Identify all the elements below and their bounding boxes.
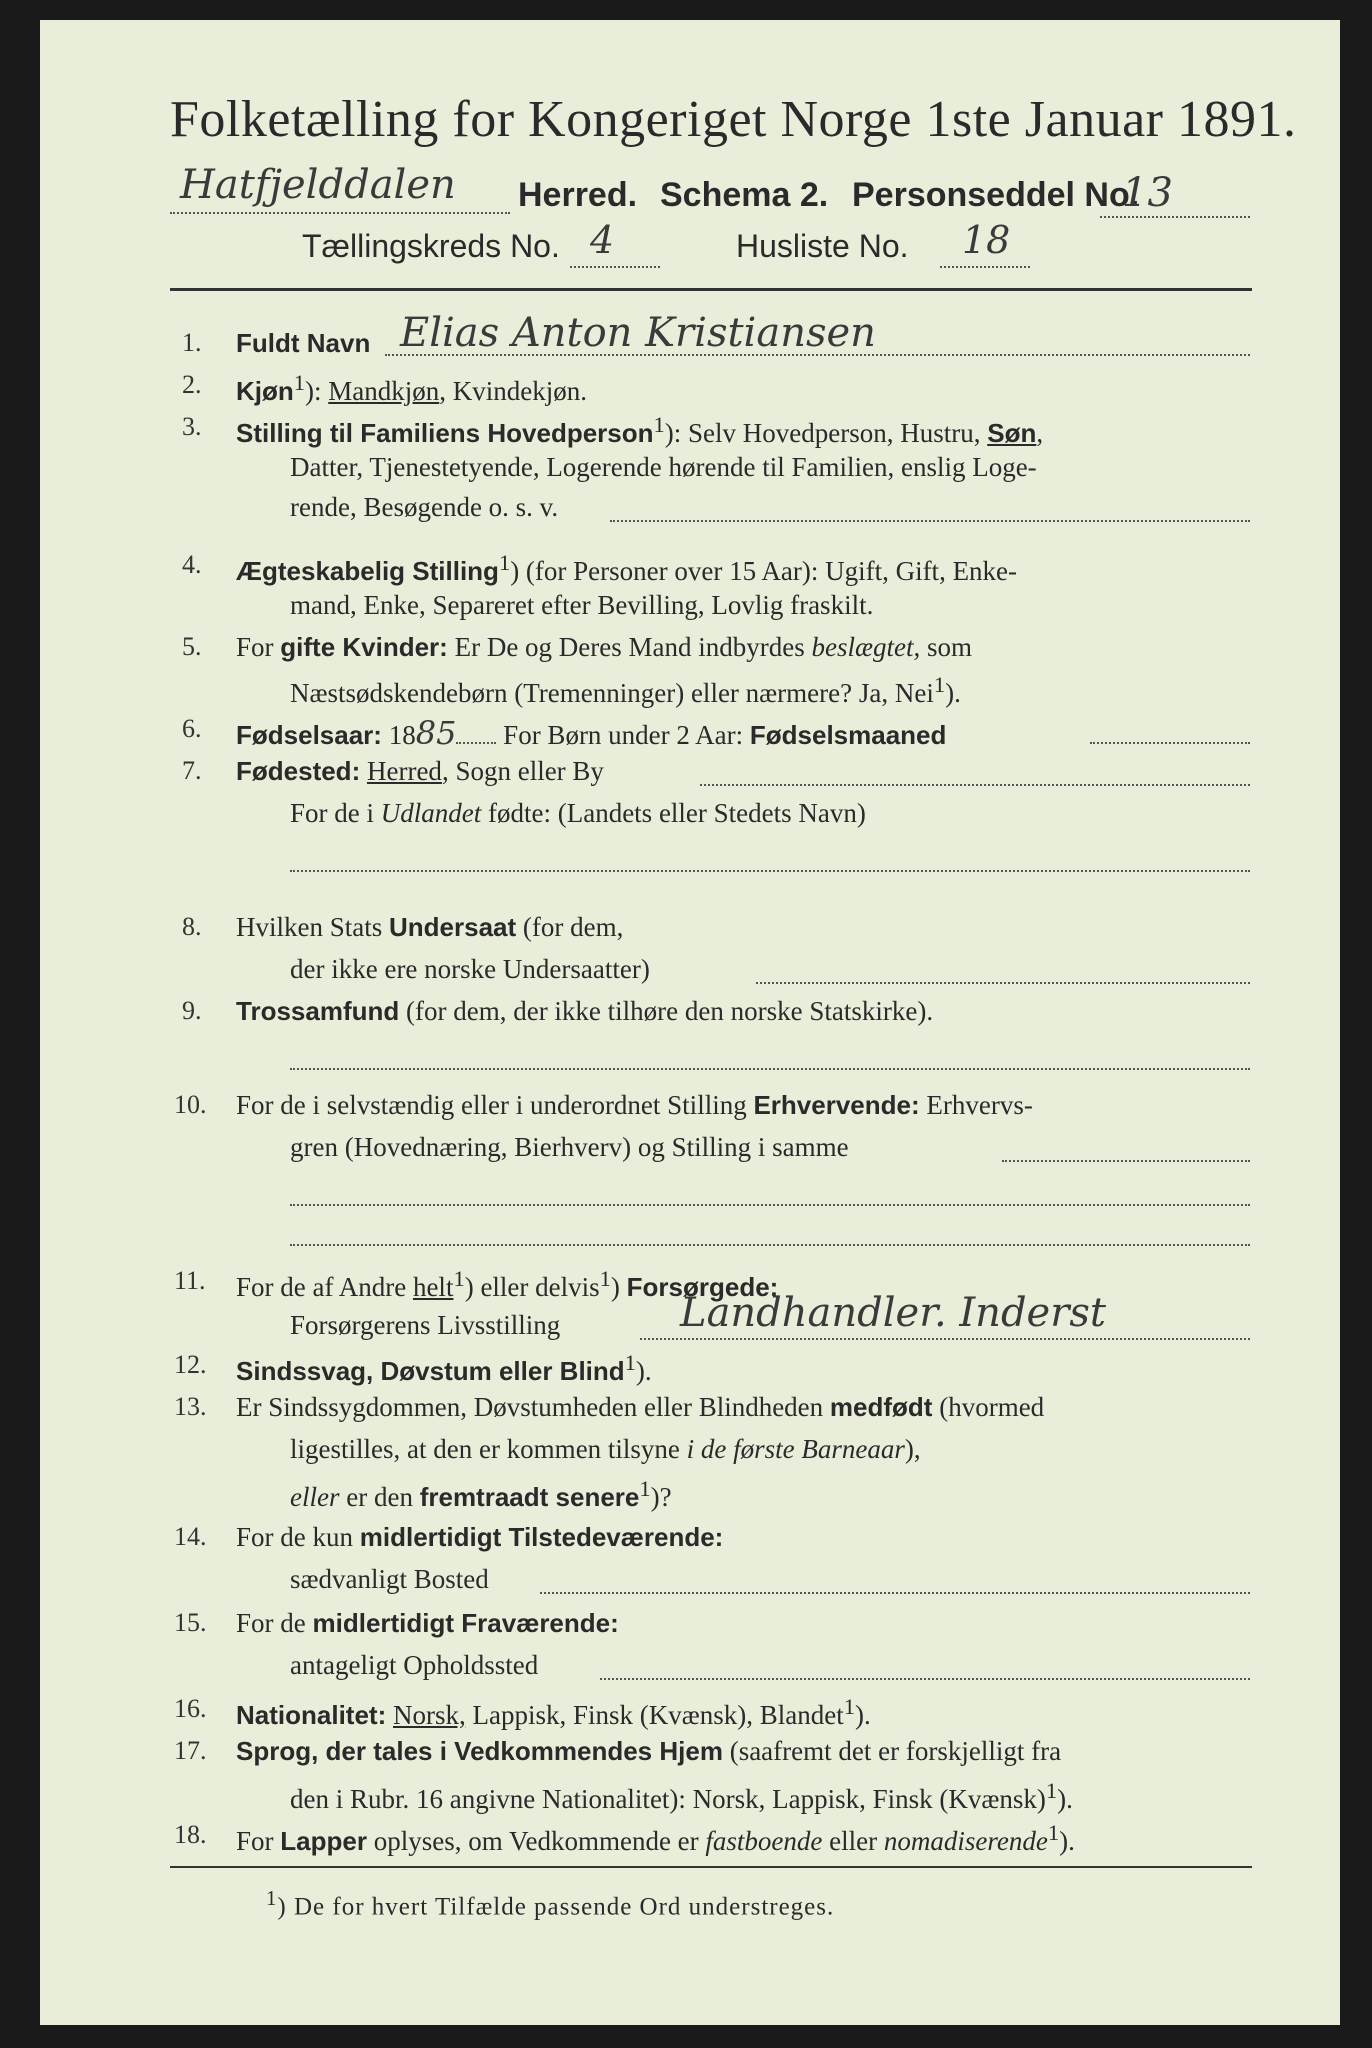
q13-line3-label: fremtraadt senere — [419, 1482, 640, 1512]
q13-line3-row — [290, 1476, 672, 1513]
q9-row — [236, 996, 933, 1027]
q2-option-mandkjon: Mandkjøn — [328, 376, 440, 406]
q9-label: Trossamfund — [236, 996, 400, 1026]
item-number: 12. — [174, 1350, 207, 1379]
q16-label: Nationalitet: — [236, 1700, 387, 1730]
item-number: 8. — [182, 912, 202, 941]
footnote-row — [266, 1886, 834, 1921]
q9-text: (for dem, der ikke tilhøre den norske Statskirke). — [399, 996, 934, 1026]
q5-text-b: Er De og Deres Mand indbyrdes — [447, 632, 812, 662]
census-form-page — [40, 20, 1340, 2025]
footnote-ref: 1 — [639, 1476, 651, 1501]
q11-option-helt: helt — [412, 1272, 454, 1302]
q3-option-son: Søn — [987, 418, 1037, 448]
q16-row — [236, 1694, 871, 1731]
q1-row — [236, 328, 370, 359]
q3-label: Stilling til Familiens Hovedperson — [236, 418, 654, 448]
q10-line2: gren (Hovednæring, Bierhverv) og Stilling i samme — [290, 1132, 849, 1162]
q3-text: ): Selv Hovedperson, Hustru, — [664, 418, 988, 448]
q10-dotline-3 — [290, 1244, 1250, 1246]
q16-end: ). — [854, 1700, 871, 1730]
q18-text-a: For — [236, 1826, 281, 1856]
item-number: 11. — [174, 1266, 206, 1295]
q5-line2: Næstsødskendebørn (Tremenninger) eller nærmere? Ja, Nei — [290, 678, 934, 708]
q7-label: Fødested: — [236, 756, 361, 786]
footnote-ref: 1 — [653, 412, 665, 437]
husliste-number: 18 — [962, 218, 1011, 262]
q8-text-a: Hvilken Stats — [236, 912, 389, 942]
item-number: 15. — [174, 1608, 207, 1637]
q11-text-c: ) — [610, 1272, 627, 1302]
item-number: 7. — [182, 756, 202, 785]
q12-end: ). — [635, 1356, 652, 1386]
kreds-dotline — [570, 266, 660, 268]
q6-row — [236, 714, 946, 752]
q7-line2-row — [290, 798, 866, 829]
q7-dotline-2 — [290, 870, 1250, 872]
q14-label: midlertidigt Tilstedeværende: — [359, 1522, 724, 1552]
q11-livsstilling-handwriting: Landhandler. Inderst — [680, 1290, 1106, 1336]
q3-line3: rende, Besøgende o. s. v. — [290, 492, 559, 522]
q10-text-a: For de i selvstændig eller i underordnet Stilling — [236, 1090, 754, 1120]
schema-label: Schema 2. — [660, 176, 829, 214]
footnote-ref: 1 — [599, 1266, 611, 1291]
q18-text-b: oplyses, om Vedkommende er — [366, 1826, 706, 1856]
q12-row — [236, 1350, 652, 1387]
q2-label: Kjøn — [236, 376, 294, 406]
footnote-ref: 1 — [843, 1694, 855, 1719]
personseddel-number: 13 — [1122, 170, 1173, 216]
item-number: 14. — [174, 1522, 207, 1551]
q16-text: Lappisk, Finsk (Kvænsk), Blandet — [465, 1700, 844, 1730]
q8-dotline — [756, 982, 1250, 984]
q18-label: Lapper — [280, 1826, 367, 1856]
footnote-ref: 1 — [933, 672, 946, 697]
q5-text-a: For — [236, 632, 281, 662]
q4-label: Ægteskabelig Stilling — [236, 556, 499, 586]
q11-line2: Forsørgerens Livsstilling — [290, 1310, 561, 1340]
q4-line2: mand, Enke, Separeret efter Bevilling, Lovlig fraskilt. — [290, 590, 874, 620]
q18-italic-1: fastboende — [705, 1826, 823, 1856]
q8-row — [236, 912, 623, 943]
q18-row — [236, 1820, 1075, 1857]
q3-comma: , — [1036, 418, 1044, 448]
q1-label: Fuldt Navn — [236, 328, 371, 358]
q18-end: ). — [1059, 1826, 1075, 1856]
personseddel-dotline — [1100, 216, 1250, 218]
q10-row — [236, 1090, 1033, 1121]
footnote-ref: 1 — [293, 370, 306, 395]
item-number: 16. — [174, 1694, 207, 1723]
q7-line2-italic: Udlandet — [380, 798, 482, 828]
q13-line3-italic: eller — [290, 1482, 340, 1512]
q6-year-handwriting: 85 — [415, 714, 457, 752]
q3-row — [236, 412, 1043, 449]
q13-line2-a: ligestilles, at den er kommen tilsyne — [290, 1434, 687, 1464]
q13-line2-b: ), — [904, 1434, 921, 1464]
q17-text: (saafremt det er forskjelligt fra — [722, 1736, 1062, 1766]
q5-label: gifte Kvinder: — [280, 632, 448, 662]
q2-text: ): — [305, 376, 329, 406]
q4-row — [236, 550, 1017, 587]
q5-italic: beslægtet, — [811, 632, 921, 662]
q10-text-b: Erhvervs- — [919, 1090, 1033, 1120]
item-number: 13. — [174, 1392, 207, 1421]
q5-text-c: som — [920, 632, 973, 662]
item-number: 6. — [182, 714, 202, 743]
kreds-label: Tællingskreds No. — [302, 228, 560, 264]
form-title: Folketælling for Kongeriget Norge 1ste Januar 1891. — [170, 91, 1297, 148]
q5-line2-end: ). — [945, 678, 961, 708]
q6-text: For Børn under 2 Aar: — [496, 720, 750, 750]
q7-line2-a: For de i — [290, 798, 381, 828]
item-number: 17. — [174, 1736, 207, 1765]
footnote-ref: 1 — [624, 1350, 636, 1375]
q4-text: ) (for Personer over 15 Aar): Ugift, Gift, Enke- — [510, 556, 1018, 586]
q3-line2: Datter, Tjenestetyende, Logerende hørende til Familien, enslig Loge- — [290, 452, 1037, 482]
q8-label: Undersaat — [389, 912, 517, 942]
q15-dotline — [600, 1678, 1250, 1680]
footnote-marker: 1 — [266, 1886, 278, 1910]
q3-dotline — [610, 520, 1250, 522]
q7-text: , Sogn eller By — [441, 756, 604, 786]
q15-row — [236, 1608, 619, 1639]
q14-row — [236, 1522, 723, 1553]
q13-line2-italic: i de første Barneaar — [686, 1434, 905, 1464]
header-divider — [170, 288, 1252, 291]
item-number: 5. — [182, 632, 202, 661]
q5-row — [236, 632, 972, 663]
q7-option-herred: Herred — [366, 756, 442, 786]
q17-end: ). — [1057, 1784, 1073, 1814]
q6-prefix: 18 — [381, 720, 416, 750]
q16-option-norsk: Norsk, — [392, 1700, 466, 1730]
q13-label: medfødt — [829, 1392, 933, 1422]
q6-dotline — [456, 742, 496, 744]
q13-line3-a: er den — [339, 1482, 420, 1512]
husliste-label: Husliste No. — [736, 228, 909, 264]
q15-text-a: For de — [236, 1608, 313, 1638]
q6-month-dotline — [1090, 742, 1250, 744]
item-number: 18. — [174, 1820, 207, 1849]
q11-text-a: For de af Andre — [236, 1272, 413, 1302]
q1-name-handwriting: Elias Anton Kristiansen — [400, 310, 876, 356]
herred-label: Herred. — [518, 176, 638, 214]
footer-divider — [170, 1866, 1252, 1868]
q7-dotline — [700, 784, 1250, 786]
q8-line2: der ikke ere norske Undersaatter) — [290, 954, 650, 984]
q11-text-b: ) eller delvis — [464, 1272, 600, 1302]
q6-label: Fødselsaar: — [236, 720, 382, 750]
footnote-ref: 1 — [1047, 1820, 1060, 1845]
q10-label: Erhvervende: — [753, 1090, 920, 1120]
item-number: 10. — [174, 1090, 207, 1119]
q11-dotline — [640, 1338, 1250, 1340]
q10-dotline-2 — [290, 1204, 1250, 1206]
q17-label: Sprog, der tales i Vedkommendes Hjem — [236, 1736, 723, 1766]
q17-line2: den i Rubr. 16 angivne Nationalitet): Norsk, Lappisk, Finsk (Kvænsk) — [290, 1784, 1046, 1814]
item-number: 4. — [182, 550, 202, 579]
personseddel-label: Personseddel No. — [852, 176, 1140, 214]
q18-text-c: eller — [822, 1826, 884, 1856]
kreds-number: 4 — [590, 218, 615, 262]
q12-label: Sindssvag, Døvstum eller Blind — [236, 1356, 625, 1386]
q9-dotline — [290, 1068, 1250, 1070]
item-number: 9. — [182, 996, 202, 1025]
q14-text-a: For de kun — [236, 1522, 360, 1552]
husliste-dotline — [940, 266, 1030, 268]
q17-row — [236, 1736, 1061, 1767]
herred-handwriting: Hatfjelddalen — [180, 162, 456, 208]
q10-dotline — [1002, 1160, 1250, 1162]
q13-row — [236, 1392, 1044, 1423]
footnote-text: ) De for hvert Tilfælde passende Ord understreges. — [277, 1893, 835, 1921]
q15-label: midlertidigt Fraværende: — [312, 1608, 619, 1638]
q13-text-a: Er Sindssygdommen, Døvstumheden eller Blindheden — [236, 1392, 830, 1422]
q13-line3-b: )? — [650, 1482, 672, 1512]
q13-text-b: (hvormed — [932, 1392, 1045, 1422]
q14-dotline — [540, 1592, 1250, 1594]
q15-line2: antageligt Opholdssted — [290, 1650, 539, 1680]
q13-line2-row — [290, 1434, 921, 1465]
q2-option-rest: , Kvindekjøn. — [439, 376, 588, 406]
item-number: 3. — [182, 412, 202, 441]
q6-label2: Fødselsmaaned — [749, 720, 947, 750]
q1-dotline — [385, 354, 1250, 356]
q14-line2: sædvanligt Bosted — [290, 1564, 489, 1594]
q7-line2-b: fødte: (Landets eller Stedets Navn) — [481, 798, 866, 828]
item-number: 1. — [182, 328, 202, 357]
q17-line2-row — [290, 1778, 1073, 1815]
q7-row — [236, 756, 604, 787]
footnote-ref: 1 — [453, 1266, 465, 1291]
footnote-ref: 1 — [1045, 1778, 1058, 1803]
q2-row — [236, 370, 587, 407]
footnote-ref: 1 — [498, 550, 511, 575]
q11-label: Forsørgede: — [626, 1272, 779, 1302]
q5-line2-row — [290, 672, 961, 709]
herred-dotline — [170, 212, 510, 214]
q18-italic-2: nomadiserende — [883, 1826, 1048, 1856]
q8-text-b: (for dem, — [516, 912, 624, 942]
item-number: 2. — [182, 370, 202, 399]
